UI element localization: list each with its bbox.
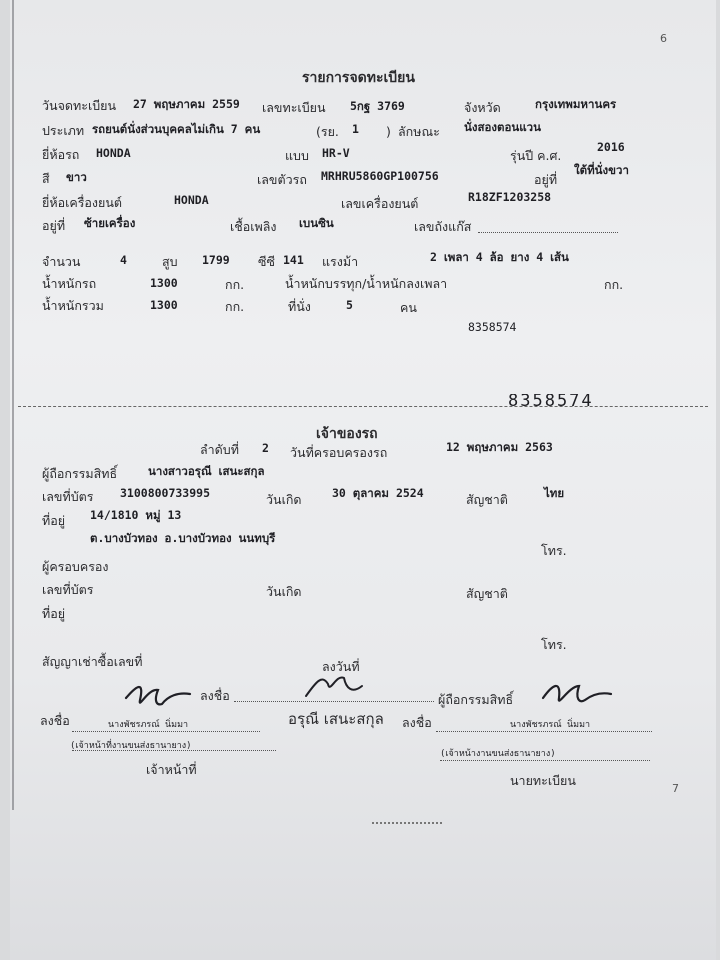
sign-label-b: ลงชื่อ [40, 713, 70, 728]
type-label: ประเภท [42, 123, 85, 138]
model-value: HR-V [322, 146, 350, 160]
province-label: จังหวัด [464, 100, 501, 115]
plate-label: เลขทะเบียน [262, 100, 326, 115]
address-line1: 14/1810 หมู่ 13 [90, 508, 182, 522]
color-label: สี [42, 171, 50, 186]
id-value: 3100800733995 [120, 486, 211, 500]
year-label: รุ่นปี ค.ศ. [510, 148, 562, 163]
rs-close: ) [386, 124, 391, 139]
province-value: กรุงเทพมหานคร [535, 97, 617, 111]
vin-location-value: ใต้ที่นั่งขวา [574, 163, 629, 177]
signature-left [118, 676, 198, 716]
perforation-line [18, 406, 708, 407]
gas-tank-label: เลขถังแก๊ส [414, 219, 472, 234]
possessor-address-label: ที่อยู่ [42, 606, 66, 621]
persons-label: คน [400, 300, 417, 315]
seats-value: 5 [346, 298, 353, 312]
official-right-sub: (เจ้าหน้างานขนส่งธานายาง) [440, 749, 556, 759]
page-fold-edge [12, 0, 14, 810]
signature-right [535, 672, 615, 716]
sign-label-a: ลงชื่อ [200, 688, 230, 703]
vin-label: เลขตัวรถ [257, 172, 307, 187]
plate-value: 5กฐ 3769 [350, 99, 405, 113]
owner-title: เจ้าของรถ [316, 426, 378, 442]
engine-no-label: เลขเครื่องยนต์ [341, 196, 419, 211]
possessor-phone-label: โทร. [541, 637, 567, 652]
hp-label: แรงม้า [322, 254, 359, 269]
hp-value: 141 [283, 253, 304, 267]
order-value: 2 [262, 441, 269, 455]
possessor-id-label: เลขที่บัตร [42, 582, 94, 597]
dob-label: วันเกิด [266, 492, 302, 507]
address-line2: ต.บางบัวทอง อ.บางบัวทอง นนทบุรี [90, 531, 276, 545]
brand-value: HONDA [96, 146, 131, 160]
sub-line-left [72, 750, 276, 751]
sign-date-label: ลงวันที่ [322, 659, 360, 674]
possessor-nationality-label: สัญชาติ [466, 586, 508, 601]
serial-stamp-cut: 8358574 [508, 394, 594, 406]
possessor-dob-label: วันเกิด [266, 584, 302, 599]
possession-date-label: วันที่ครอบครองรถ [290, 445, 388, 460]
official-title-left: เจ้าหน้าที่ [146, 762, 197, 777]
year-value: 2016 [597, 140, 625, 154]
owner-right-label: ผู้ถือกรรมสิทธิ์ [438, 692, 514, 707]
reg-date-value: 27 พฤษภาคม 2559 [133, 97, 240, 111]
reg-date-label: วันจดทะเบียน [42, 98, 117, 113]
engine-loc-label: อยู่ที่ [42, 218, 66, 233]
owner-name-label: ผู้ถือกรรมสิทธิ์ [42, 466, 118, 481]
count-label: จำนวน [42, 254, 81, 269]
official-name-left: นางพัชรภรณ์ นิ่มมา [108, 720, 189, 730]
brand-label: ยี่ห้อรถ [42, 147, 80, 162]
cylinder-label: สูบ [162, 254, 178, 269]
rs-value: 1 [352, 122, 359, 136]
address-label: ที่อยู่ [42, 513, 66, 528]
seats-label: ที่นั่ง [288, 299, 311, 314]
color-value: ขาว [66, 170, 87, 184]
owner-name-value: นางสาวอรุณี เสนะสกุล [148, 464, 265, 478]
total-weight-value: 1300 [150, 298, 178, 312]
handwritten-name: อรุณี เสนะสกุล [288, 710, 384, 728]
fuel-label: เชื้อเพลิง [230, 219, 277, 234]
char-value: นั่งสองตอนแวน [464, 120, 541, 134]
bottom-dots [372, 822, 442, 824]
serial-number: 8358574 [468, 320, 517, 334]
sign-line-b [72, 731, 260, 732]
registration-title: รายการจดทะเบียน [302, 70, 415, 86]
official-title-right: นายทะเบียน [510, 773, 576, 788]
engine-brand-label: ยี่ห้อเครื่องยนต์ [42, 195, 123, 210]
contract-label: สัญญาเช่าซื้อเลขที่ [42, 654, 143, 669]
phone-label: โทร. [541, 543, 567, 558]
sub-line-right [440, 760, 650, 761]
model-label: แบบ [285, 148, 309, 163]
official-left-sub: (เจ้าหน้าที่งานขนส่งธานายาง) [70, 741, 192, 751]
sign-label-c: ลงชื่อ [402, 715, 432, 730]
engine-no-value: R18ZF1203258 [468, 190, 552, 204]
possessor-label: ผู้ครอบครอง [42, 559, 109, 574]
cc-value: 1799 [202, 253, 230, 267]
weight-unit: กก. [225, 277, 245, 292]
possession-date-value: 12 พฤษภาคม 2563 [446, 440, 553, 454]
vin-location-label: อยู่ที่ [534, 172, 558, 187]
total-weight-label: น้ำหนักรวม [42, 298, 104, 313]
vin-value: MRHRU5860GP100756 [321, 169, 439, 183]
page-number-bottom: 7 [672, 782, 679, 795]
engine-brand-value: HONDA [174, 193, 209, 207]
nationality-value: ไทย [544, 486, 565, 500]
weight-label: น้ำหนักรถ [42, 276, 97, 291]
official-name-right: นางพัชรภรณ์ นิ่มมา [510, 720, 591, 730]
engine-loc-value: ซ้ายเครื่อง [84, 216, 136, 230]
load-unit: กก. [604, 277, 624, 292]
cc-label: ซีซี [258, 254, 275, 269]
sign-line-c [436, 731, 652, 732]
axle-value: 2 เพลา 4 ล้อ ยาง 4 เส้น [430, 250, 569, 264]
order-label: ลำดับที่ [200, 442, 239, 457]
nationality-label: สัญชาติ [466, 492, 508, 507]
weight-value: 1300 [150, 276, 178, 290]
char-label: ลักษณะ [398, 124, 440, 139]
page-number-top: 6 [660, 32, 667, 45]
count-value: 4 [120, 253, 127, 267]
gas-tank-blank [478, 232, 618, 233]
fuel-value: เบนซิน [299, 216, 334, 230]
load-label: น้ำหนักบรรทุก/น้ำหนักลงเพลา [285, 276, 448, 291]
type-value: รถยนต์นั่งส่วนบุคคลไม่เกิน 7 คน [92, 122, 261, 136]
id-label: เลขที่บัตร [42, 489, 94, 504]
rs-label: (รย. [316, 124, 339, 139]
signature-center [300, 668, 370, 704]
total-weight-unit: กก. [225, 299, 245, 314]
dob-value: 30 ตุลาคม 2524 [332, 486, 424, 500]
